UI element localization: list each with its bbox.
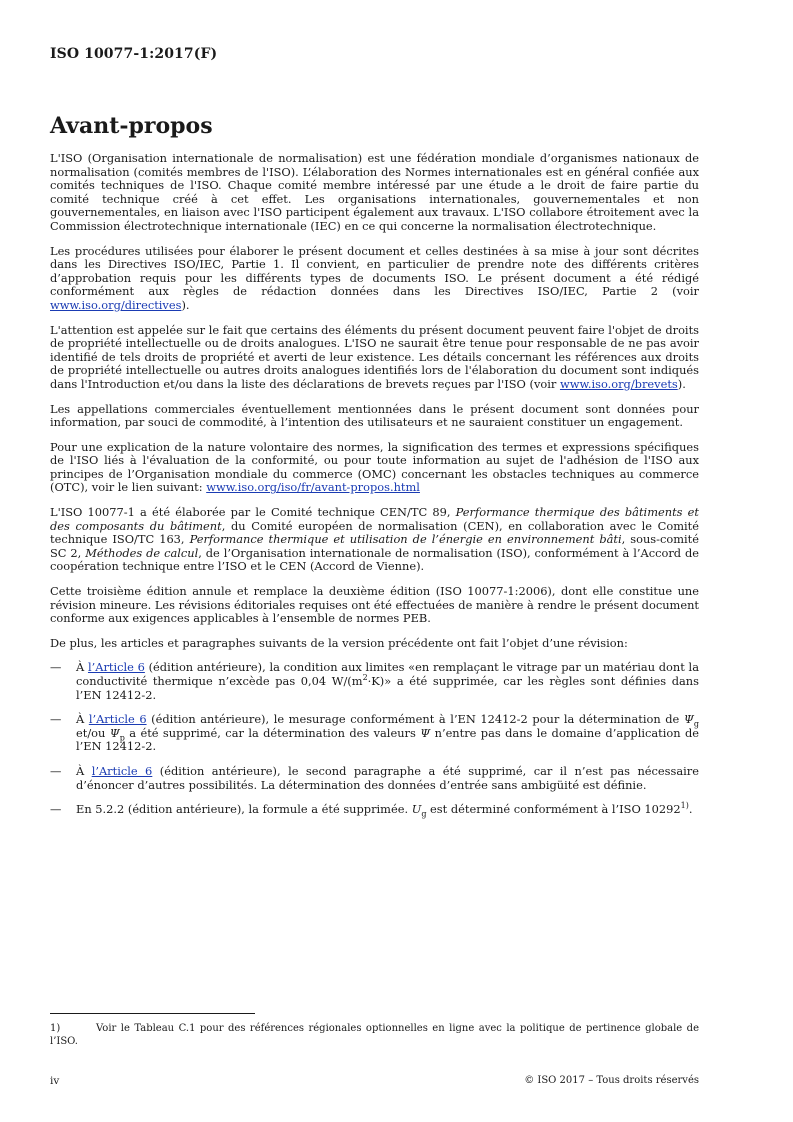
list-text: (édition antérieure), le mesurage conformément à l’EN 12412-2 pour la détermination de: [146, 712, 684, 727]
list-item: [50, 803, 699, 817]
list-item: [50, 713, 699, 754]
article-6-link[interactable]: l’Article 6: [87, 660, 145, 675]
committee-title: Performance thermique des bâtiments et des composants du bâtiment: [50, 505, 699, 533]
paragraph-text: ).: [677, 376, 686, 391]
math-symbol: Ψ: [683, 712, 694, 727]
list-text: et/ou: [76, 725, 110, 740]
paragraph-text: L'attention est appelée sur le fait que certains des éléments du présent document peuvent faire l'objet de droits de propriété intellectuelle ou de droits analogues. L'ISO ne saurait être tenue pour responsable de ne pas avoir identifié de tels droits de propriété et averti de leur existence. Les détails concernant les références aux droits de propriété intellectuelle ou autres droits analogues identifiés lors de l'élaboration du document sont indiqués dans l'Introduction et/ou dans la liste des déclarations de brevets reçues par l'ISO (voir: [50, 322, 699, 391]
directives-link[interactable]: www.iso.org/directives: [50, 297, 182, 312]
article-6-link[interactable]: l’Article 6: [91, 763, 153, 778]
page-title: Avant-propos: [50, 113, 213, 139]
list-dash: —: [50, 712, 62, 727]
list-text: a été supprimé, car la détermination des valeurs: [124, 725, 421, 740]
list-item-text: [76, 661, 699, 702]
list-dash: —: [50, 763, 62, 778]
paragraph-text: , de l’Organisation internationale de normalisation (ISO), conformément à l’Accord de coopération technique entre l’ISO et le CEN (Accord de Vienne).: [50, 545, 699, 574]
math-symbol: U: [411, 802, 422, 817]
list-item: [50, 765, 699, 792]
math-symbol: Ψ: [420, 725, 431, 740]
foreword-link[interactable]: www.iso.org/iso/fr/avant-propos.html: [206, 480, 420, 495]
list-item: [50, 661, 699, 702]
footnote-text: Voir le Tableau C.1 pour des références régionales optionnelles en ligne avec la politique de pertinence globale de l’ISO.: [50, 1023, 699, 1047]
list-dash: —: [50, 802, 62, 817]
list-text: n’entre pas dans le domaine d’application de l’EN 12412-2.: [76, 725, 699, 754]
foreword-body: [50, 152, 699, 828]
list-text: À: [76, 763, 92, 778]
list-item-text: [76, 803, 699, 817]
list-item-text: [76, 713, 699, 754]
footnote-number: 1): [50, 1023, 61, 1034]
article-6-link[interactable]: l’Article 6: [88, 712, 147, 727]
paragraph-text: L'ISO 10077-1 a été élaborée par le Comité technique CEN/TC 89,: [50, 505, 456, 520]
document-header: ISO 10077-1:2017(F): [50, 46, 218, 62]
subscript: g: [693, 719, 699, 729]
page-number: iv: [50, 1075, 60, 1087]
paragraph-patent-rights: [50, 324, 699, 392]
math-symbol: Ψ: [109, 725, 120, 740]
list-text: ·K)» a été supprimée, car les règles sont définies dans l’EN 12412-2.: [76, 674, 699, 702]
paragraph-text: ).: [181, 297, 190, 312]
list-dash: —: [50, 660, 62, 675]
paragraph-revisions-intro: De plus, les articles et paragraphes suivants de la version précédente ont fait l’objet d’une révision:: [50, 635, 628, 650]
paragraph-voluntary-nature: [50, 441, 699, 495]
copyright-notice: © ISO 2017 – Tous droits réservés: [524, 1075, 699, 1086]
paragraph-procedures: [50, 245, 699, 313]
list-text: est déterminé conformément à l’ISO 10292: [426, 802, 681, 817]
footnote: [50, 1023, 699, 1048]
superscript: 2: [362, 673, 368, 683]
committee-title: Performance thermique et utilisation de l’énergie en environnement bâti: [189, 532, 622, 547]
paragraph-text: , sous-comité SC 2,: [50, 532, 700, 560]
list-text: À: [76, 660, 88, 675]
paragraph-text: , du Comité européen de normalisation (CEN), en collaboration avec le Comité technique ISO/TC 163,: [50, 518, 699, 547]
list-text: À: [76, 712, 89, 727]
subscript: p: [119, 733, 125, 743]
paragraph-text: Les procédures utilisées pour élaborer le présent document et celles destinées à sa mise à jour sont décrites dans les Directives ISO/IEC, Partie 1. Il convient, en particulier de prendre note des différents critères d’approbation requis pour les différents types de documents ISO. Le présent document a été rédigé conformément aux règles de rédaction données dans les Directives ISO/IEC, Partie 2 (voir: [50, 243, 699, 299]
paragraph-edition: Cette troisième édition annule et remplace la deuxième édition (ISO 10077-1:2006), dont elle constitue une révision mineure. Les révisions éditoriales requises ont été effectuées de manière à rendre le présent document conforme aux exigences applicables à l’ensemble de normes PEB.: [50, 584, 699, 626]
paragraph-text: Pour une explication de la nature volontaire des normes, la signification des termes et expressions spécifiques de l'ISO liés à l'évaluation de la conformité, ou pour toute information au sujet de l'adhésion de l'ISO aux principes de l’Organisation mondiale du commerce (OMC) concernant les obstacles techniques au commerce (OTC), voir le lien suivant:: [50, 439, 699, 495]
footnote-reference[interactable]: 1): [680, 801, 689, 811]
subscript: g: [421, 809, 427, 819]
list-text: .: [688, 802, 693, 817]
paragraph-committee: [50, 506, 699, 574]
list-text: (édition antérieure), le second paragraphe a été supprimé, car il n’est pas nécessaire d’énoncer d’autres possibilités. La détermination des données d’entrée sans ambigüité est définie.: [76, 763, 699, 792]
patents-link[interactable]: www.iso.org/brevets: [559, 376, 678, 391]
list-text: En 5.2.2 (édition antérieure), la formule a été supprimée.: [76, 802, 412, 817]
paragraph-trade-names: Les appellations commerciales éventuellement mentionnées dans le présent document sont données pour information, par souci de commodité, à l’intention des utilisateurs et ne sauraient constituer un engagement.: [50, 401, 699, 430]
subcommittee-title: Méthodes de calcul: [85, 545, 199, 560]
paragraph-iso-organisation: L'ISO (Organisation internationale de normalisation) est une fédération mondiale d’organismes nationaux de normalisation (comités membres de l'ISO). L’élaboration des Normes internationales est en général confiée aux comités techniques de l'ISO. Chaque comité membre intéressé par une étude a le droit de faire partie du comité technique créé à cet effet. Les organisations internationales, gouvernementales et non gouvernementales, en liaison avec l'ISO participent également aux travaux. L'ISO collabore étroitement avec la Commission électrotechnique internationale (IEC) en ce qui concerne la normalisation électrotechnique.: [50, 151, 699, 233]
list-text: (édition antérieure), la condition aux limites «en remplaçant le vitrage par un matériau dont la conductivité thermique n’excède pas 0,04 W/(m: [76, 660, 699, 688]
list-item-text: [76, 765, 699, 792]
footnote-divider: [50, 1013, 255, 1014]
